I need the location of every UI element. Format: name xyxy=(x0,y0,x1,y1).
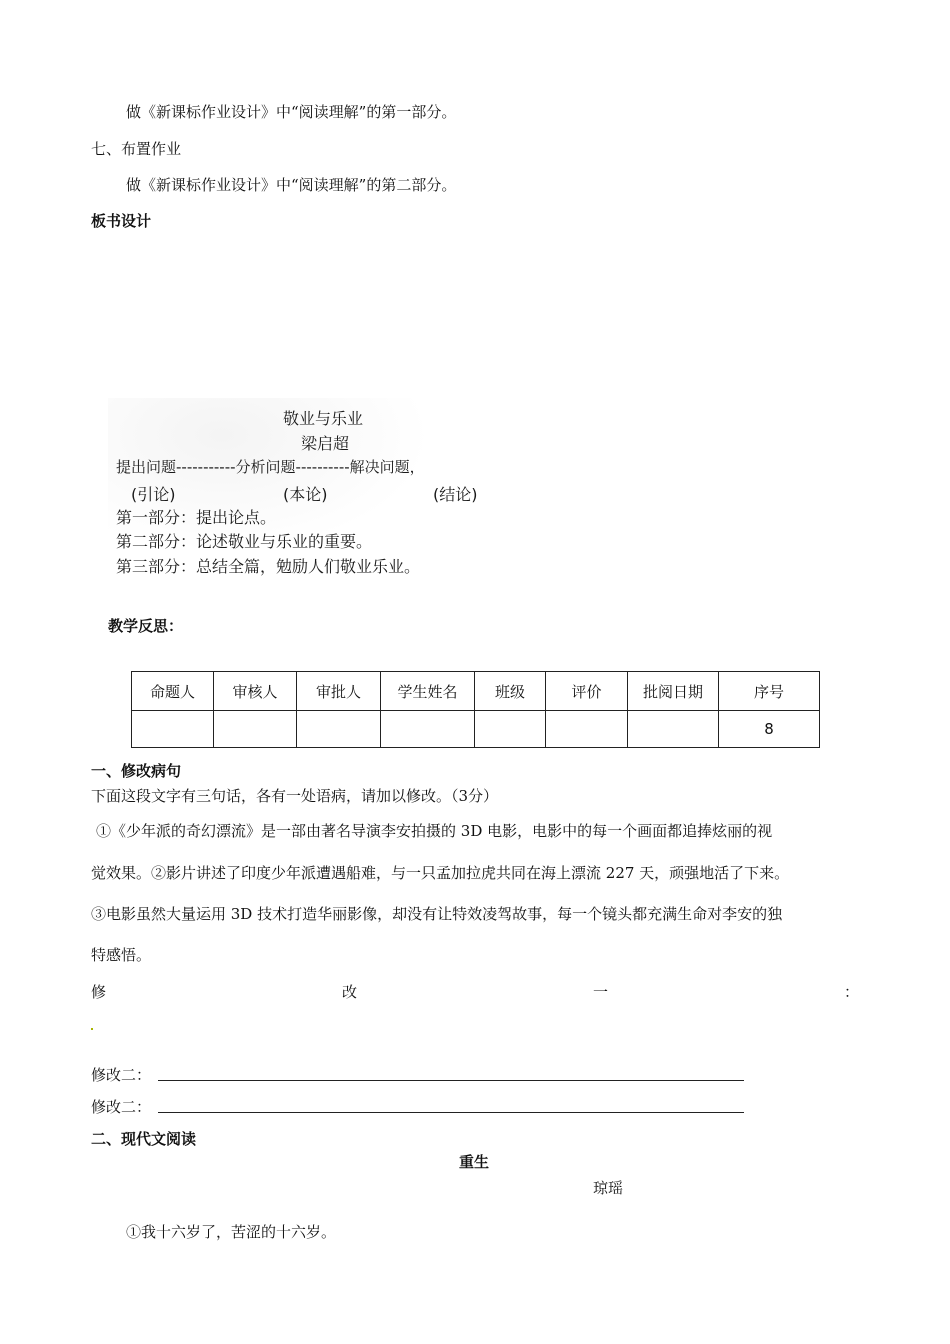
q2-heading: 二、现代文阅读 xyxy=(91,1130,197,1148)
board-flow: 提出问题-----------分析问题----------解决问题， xyxy=(116,458,425,476)
cell-serial: 8 xyxy=(719,711,820,748)
header-class: 班级 xyxy=(475,672,546,711)
header-approver: 审批人 xyxy=(297,672,381,711)
q1-paragraph-line2: 觉效果。②影片讲述了印度少年派遭遇船难，与一只孟加拉虎共同在海上漂流 227 天，顽强地活了下来。 xyxy=(91,864,790,882)
header-evaluation: 评价 xyxy=(546,672,628,711)
homework-line-part1: 做《新课标作业设计》中“阅读理解”的第一部分。 xyxy=(126,103,457,121)
board-part-conclusion: (结论) xyxy=(433,485,478,504)
q2-title: 重生 xyxy=(459,1153,490,1171)
board-part1: 第一部分：提出论点。 xyxy=(116,508,277,527)
fix2-answer-line[interactable] xyxy=(158,1080,744,1081)
q1-heading: 一、修改病句 xyxy=(91,762,182,780)
board-part-body: (本论) xyxy=(283,485,328,504)
board-design-heading: 板书设计 xyxy=(91,212,152,230)
review-table xyxy=(131,671,820,748)
board-title: 敬业与乐业 xyxy=(283,409,364,428)
homework-line-part2: 做《新课标作业设计》中“阅读理解”的第二部分。 xyxy=(126,176,457,194)
q1-paragraph-line3: ③电影虽然大量运用 3D 技术打造华丽影像，却没有让特效凌驾故事，每一个镜头都充满生命对李安的独 xyxy=(91,905,783,923)
q1-instruction: 下面这段文字有三句话，各有一处语病，请加以修改。（3分） xyxy=(91,787,499,805)
fix3-answer-line[interactable] xyxy=(158,1112,744,1113)
cell-class[interactable] xyxy=(475,711,546,748)
header-student-name: 学生姓名 xyxy=(381,672,475,711)
header-serial: 序号 xyxy=(719,672,820,711)
cell-approver[interactable] xyxy=(297,711,381,748)
q2-paragraph1: ①我十六岁了，苦涩的十六岁。 xyxy=(126,1223,337,1241)
cell-review-date[interactable] xyxy=(628,711,719,748)
stray-dot xyxy=(91,1028,93,1030)
cell-evaluation[interactable] xyxy=(546,711,628,748)
q1-paragraph-line1: ①《少年派的奇幻漂流》是一部由著名导演李安拍摄的 3D 电影，电影中的每一个画面都追捧炫丽的视 xyxy=(96,822,773,840)
fix1-char-4: ： xyxy=(844,983,860,1001)
header-setter: 命题人 xyxy=(132,672,214,711)
fix1-char-2: 改 xyxy=(342,983,358,1001)
q2-author: 琼瑶 xyxy=(593,1179,624,1197)
fix1-char-1: 修 xyxy=(91,983,107,1001)
board-part-intro: (引论) xyxy=(131,485,176,504)
fix1-char-3: 一 xyxy=(593,983,609,1001)
board-design-image xyxy=(108,398,488,584)
board-part2: 第二部分：论述敬业与乐业的重要。 xyxy=(116,532,373,551)
fix3-label: 修改二： xyxy=(91,1098,152,1116)
cell-reviewer[interactable] xyxy=(214,711,297,748)
fix2-label: 修改二： xyxy=(91,1066,152,1084)
board-part3: 第三部分：总结全篇，勉励人们敬业乐业。 xyxy=(116,557,421,576)
table-value-row xyxy=(132,711,820,748)
q1-paragraph-line4: 特感悟。 xyxy=(91,946,152,964)
cell-setter[interactable] xyxy=(132,711,214,748)
table-header-row xyxy=(132,672,820,711)
header-review-date: 批阅日期 xyxy=(628,672,719,711)
section-seven-title: 七、布置作业 xyxy=(91,140,182,158)
cell-student-name[interactable] xyxy=(381,711,475,748)
header-reviewer: 审核人 xyxy=(214,672,297,711)
board-author: 梁启超 xyxy=(301,434,350,453)
reflection-heading: 教学反思： xyxy=(108,617,184,635)
